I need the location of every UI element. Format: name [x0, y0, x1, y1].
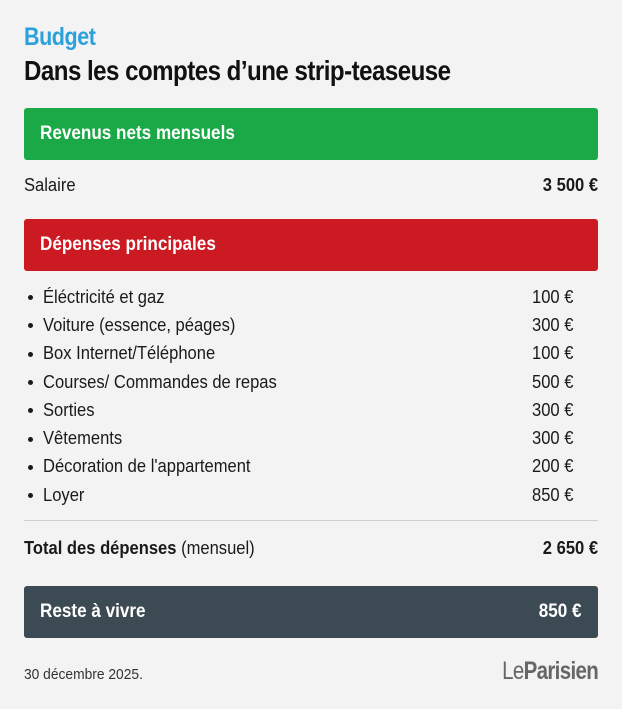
expense-value: 300 €	[532, 399, 574, 420]
bullet-icon	[28, 352, 33, 357]
expense-value: 300 €	[532, 428, 574, 449]
expense-label: Loyer	[43, 484, 85, 505]
expense-value: 100 €	[532, 286, 574, 307]
bullet-icon	[28, 295, 33, 300]
page-title: Dans les comptes d’une strip-teaseuse	[24, 55, 451, 86]
footer-date: 30 décembre 2025.	[24, 666, 143, 683]
bullet-icon	[28, 408, 33, 413]
total-row	[24, 534, 598, 562]
bullet-icon	[28, 465, 33, 470]
income-heading-band	[24, 108, 598, 160]
expenses-heading-band	[24, 219, 598, 271]
expense-label: Box Internet/Téléphone	[43, 343, 216, 364]
list-item	[24, 424, 598, 452]
bullet-icon	[28, 380, 33, 385]
expense-value: 100 €	[532, 343, 574, 364]
list-item	[24, 311, 598, 339]
salary-label: Salaire	[24, 174, 76, 195]
expense-label: Voiture (essence, péages)	[43, 314, 236, 335]
expense-value: 200 €	[532, 456, 574, 477]
total-label: Total des dépenses	[24, 537, 177, 558]
list-item	[24, 396, 598, 424]
logo-parisien: Parisien	[523, 657, 598, 685]
bullet-icon	[28, 493, 33, 498]
expenses-heading: Dépenses principales	[40, 234, 216, 255]
budget-card	[24, 22, 598, 88]
bullet-icon	[28, 437, 33, 442]
total-value: 2 650 €	[542, 537, 598, 558]
expense-label: Décoration de l'appartement	[43, 456, 251, 477]
list-item	[24, 283, 598, 311]
bullet-icon	[28, 323, 33, 328]
expense-label: Courses/ Commandes de repas	[43, 371, 277, 392]
remaining-band	[24, 586, 598, 638]
expense-value: 850 €	[532, 484, 574, 505]
remaining-value: 850 €	[539, 601, 582, 622]
expense-label: Sorties	[43, 399, 95, 420]
total-qualifier: (mensuel)	[181, 537, 255, 558]
salary-row	[24, 172, 598, 198]
remaining-label: Reste à vivre	[40, 601, 146, 622]
expense-label: Éléctricité et gaz	[43, 286, 165, 307]
expense-label: Vêtements	[43, 428, 123, 449]
le-parisien-logo	[502, 657, 598, 686]
list-item	[24, 368, 598, 396]
expense-value: 300 €	[532, 314, 574, 335]
logo-le: Le	[501, 657, 524, 685]
divider	[24, 520, 598, 521]
expense-value: 500 €	[532, 371, 574, 392]
list-item	[24, 481, 598, 509]
total-label-group	[24, 538, 255, 559]
income-heading: Revenus nets mensuels	[40, 123, 235, 144]
kicker: Budget	[24, 23, 96, 51]
list-item	[24, 340, 598, 368]
expenses-list	[24, 283, 598, 509]
salary-value: 3 500 €	[542, 174, 598, 195]
list-item	[24, 453, 598, 481]
